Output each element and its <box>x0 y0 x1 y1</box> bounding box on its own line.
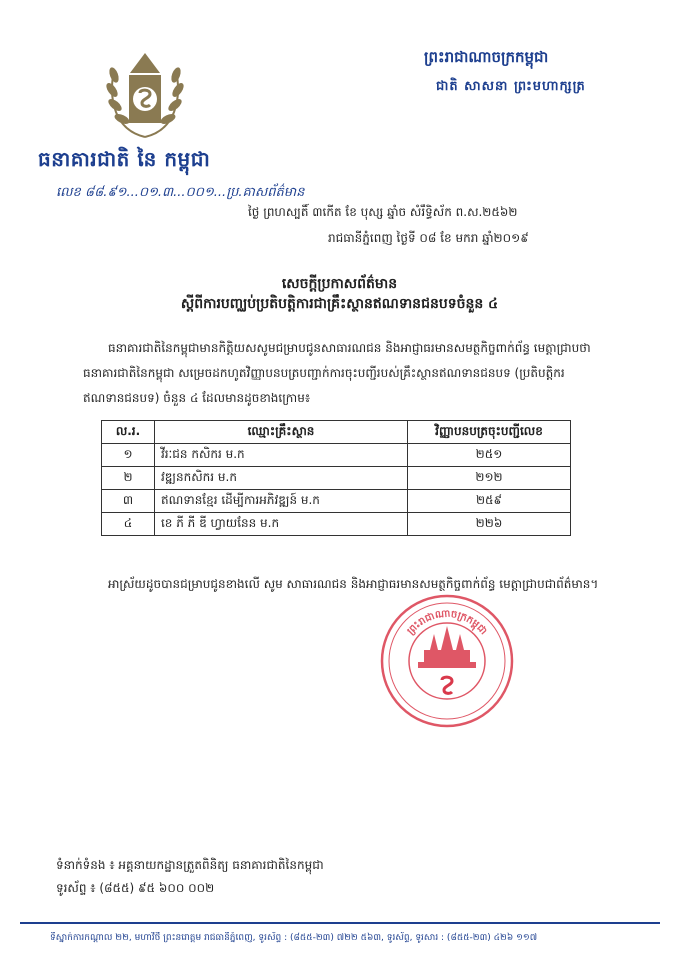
institution-name: វីរៈជន កសិករ ម.ក <box>155 444 408 467</box>
bank-name: ធនាគារជាតិ នៃ កម្ពុជា <box>38 147 211 171</box>
document-date: រាជធានីភ្នំពេញ ថ្ងៃទី ០៨ ខែ មករា ឆ្នាំ២០១៩ <box>328 231 529 245</box>
national-motto: ជាតិ សាសនា ព្រះមហាក្សត្រ <box>436 79 586 94</box>
header-institution-name: ឈ្មោះគ្រឹះស្ថាន <box>155 421 408 444</box>
official-stamp <box>378 592 516 730</box>
license-number: ២១២ <box>408 467 571 490</box>
document-subtitle: ស្តីពីការបញ្ឈប់ប្រតិបត្តិការជាគ្រឹះស្ថានឥណទានជនបទចំនួន ៤ <box>180 296 499 312</box>
document-title: សេចក្តីប្រកាសព័ត៌មាន <box>281 276 398 292</box>
license-number: ២៥៩ <box>408 490 571 513</box>
header-no: ល.រ. <box>102 421 155 444</box>
institution-name: ឥណទានខ្មែរ ដើម្បីការអភិវឌ្ឍន៍ ម.ក <box>155 490 408 513</box>
bank-emblem-logo <box>100 45 190 145</box>
intro-paragraph: ធនាគារជាតិនៃកម្ពុជាមានកិត្តិយសសូមជម្រាបជូនសាធារណជន និងអាជ្ញាធរមានសមត្ថកិច្ចពាក់ព័ន្ធ មេត្តាជ្រាបថា ធនាគារជាតិនៃកម្ពុជា សម្រេចដកហូតវិញ្ញាបនបត្របញ្ជាក់ការចុះបញ្ជីរបស់គ្រឹះស្ថានឥណទានជនបទ (ប្រតិបត្តិករឥណទានជនបទ) ចំនួន ៤ ដែលមានដូចខាងក្រោម៖ <box>83 341 591 405</box>
reference-number: លេខ ៨៨.៩១...០១.៣...០០១...ប្រ.គាសព័ត៌មាន <box>56 185 305 200</box>
institution-name: ខេ ភី ភី ឌី ហ្វាយនែន ម.ក <box>155 513 408 536</box>
footer-address: ទីស្នាក់ការកណ្តាល ២២, មហាវិថី ព្រះនរោត្តម រាជធានីភ្នំពេញ, ទូរស័ព្ទ : (៨៥៥-២៣) ៧២២ ៥៦៣, ទូរស័ព្ទ, ទូរសារ : (៨៥៥-២៣) ៤២៦ ១១៧ <box>50 933 538 943</box>
table-row <box>102 513 571 536</box>
contact-phone: ទូរស័ព្ទ ៖ (៨៥៥) ៩៥ ៦០០ ០០២ <box>56 881 215 895</box>
row-number: ២ <box>102 467 155 490</box>
contact-department: ទំនាក់ទំនង ៖ អគ្គនាយកដ្ឋានត្រួតពិនិត្យ ធនាគារជាតិនៃកម្ពុជា <box>56 858 324 872</box>
institution-name: វឌ្ឍនកសិករ ម.ក <box>155 467 408 490</box>
footer-divider <box>20 922 660 924</box>
svg-text:ព្រះរាជាណាចក្រកម្ពុជា: ព្រះរាជាណាចក្រកម្ពុជា <box>405 608 489 638</box>
institutions-table <box>101 420 571 536</box>
lunar-date: ថ្ងៃ ព្រហស្បតិ៍ ៣កើត ខែ បុស្ស ឆ្នាំច សំរឹទ្ធិស័ក ព.ស.២៥៦២ <box>248 205 518 219</box>
table-header-row <box>102 421 571 444</box>
row-number: ១ <box>102 444 155 467</box>
row-number: ៤ <box>102 513 155 536</box>
table-row <box>102 467 571 490</box>
license-number: ២២៦ <box>408 513 571 536</box>
row-number: ៣ <box>102 490 155 513</box>
table-row <box>102 490 571 513</box>
closing-paragraph: អាស្រ័យដូចបានជម្រាបជូនខាងលើ សូម សាធារណជន និងអាជ្ញាធរមានសមត្ថកិច្ចពាក់ព័ន្ធ មេត្តាជ្រាបជាព័ត៌មាន។ <box>108 577 599 591</box>
kingdom-heading: ព្រះរាជាណាចក្រកម្ពុជា <box>424 48 549 66</box>
table-row <box>102 444 571 467</box>
license-number: ២៥១ <box>408 444 571 467</box>
header-license-number: វិញ្ញាបនបត្រចុះបញ្ជីលេខ <box>408 421 571 444</box>
